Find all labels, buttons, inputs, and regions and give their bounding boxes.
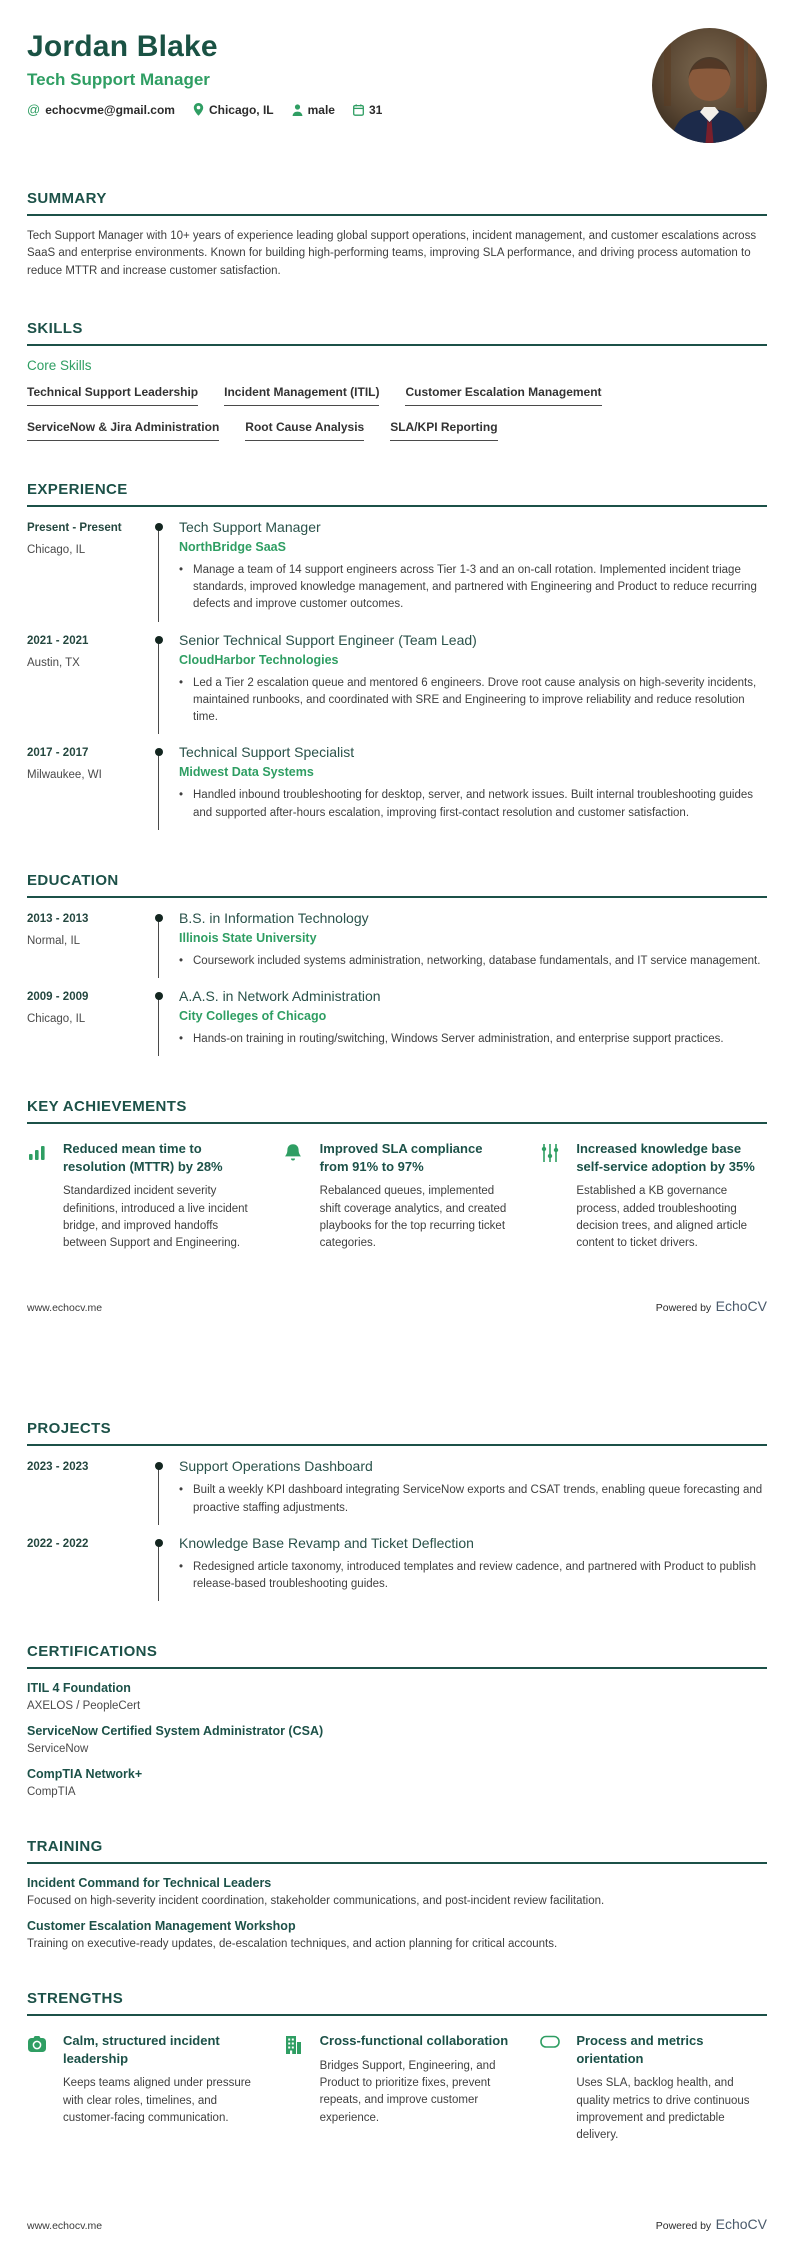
- skills-title: SKILLS: [27, 320, 767, 346]
- bullet-marker: •: [179, 789, 184, 802]
- certification-item: [27, 1681, 767, 1712]
- certification-item: [27, 1724, 767, 1755]
- timeline-rail: [149, 744, 179, 832]
- experience-location: Austin, TX: [27, 656, 80, 669]
- section-skills: [27, 320, 767, 441]
- education-degree: A.A.S. in Network Administration: [179, 988, 381, 1004]
- sliders-icon: [540, 1140, 564, 1252]
- timeline-dot: [155, 636, 163, 644]
- bullet-marker: •: [179, 954, 184, 967]
- candidate-title: Tech Support Manager: [27, 70, 210, 89]
- footer-site-link[interactable]: www.echocv.me: [27, 1302, 103, 1315]
- experience-bullet: Manage a team of 14 support engineers across Tier 1-3 and an on-call rotation. Implemented incident triage standards, improved knowledge management, and partnered with Engineering and Product to reduce recurring defects and improve customer outcomes.: [193, 563, 757, 611]
- strength-heading: Process and metrics orientation: [576, 2033, 704, 2066]
- strength-heading: Calm, structured incident leadership: [63, 2033, 220, 2066]
- project-period: 2023 - 2023: [27, 1461, 89, 1474]
- skills-list: [27, 385, 767, 441]
- achievement-heading: Reduced mean time to resolution (MTTR) by 28%: [63, 1141, 223, 1174]
- project-bullet: Built a weekly KPI dashboard integrating ServiceNow exports and CSAT trends, enabling queue forecasting and proactive staffing adjustments.: [193, 1484, 763, 1514]
- strengths-title: STRENGTHS: [27, 1990, 767, 2016]
- certification-item: [27, 1767, 767, 1798]
- page2-footer: [0, 2216, 794, 2234]
- header: [27, 0, 767, 150]
- experience-bullet: Handled inbound troubleshooting for desktop, server, and network issues. Built internal troubleshooting guides and supported after-hours escalation, improving first-contact resolution and customer satisfaction.: [193, 789, 754, 819]
- education-bullet: Hands-on training in routing/switching, Windows Server administration, and enterprise support practices.: [193, 1033, 724, 1045]
- timeline-rail: [149, 988, 179, 1058]
- contact-gender: [292, 103, 335, 117]
- experience-role: Tech Support Manager: [179, 518, 321, 535]
- timeline-dot: [155, 914, 163, 922]
- project-name: Support Operations Dashboard: [179, 1458, 373, 1475]
- education-period: 2013 - 2013: [27, 912, 89, 925]
- section-summary: [27, 190, 767, 280]
- experience-entry: [27, 519, 767, 624]
- echocv-brand: EchoCV: [715, 1298, 767, 1315]
- camera-icon: [27, 2032, 51, 2144]
- candidate-name: Jordan Blake: [27, 30, 218, 63]
- achievements-title: KEY ACHIEVEMENTS: [27, 1098, 767, 1124]
- experience-period: 2017 - 2017: [27, 747, 89, 760]
- strength-card: [27, 2032, 254, 2144]
- skill-item: Technical Support Leadership: [27, 385, 198, 406]
- timeline-dot: [155, 1462, 163, 1470]
- projects-title: PROJECTS: [27, 1420, 767, 1446]
- page1-footer: [0, 1298, 794, 1316]
- timeline-dot: [155, 992, 163, 1000]
- certification-issuer: CompTIA: [27, 1786, 76, 1799]
- contact-location-label: Chicago, IL: [208, 102, 274, 117]
- experience-entry: [27, 632, 767, 737]
- timeline-dot: [155, 748, 163, 756]
- project-entry: [27, 1458, 767, 1527]
- powered-by: Powered by EchoCV: [655, 1298, 767, 1315]
- experience-period: 2021 - 2021: [27, 634, 89, 647]
- certification-name: ServiceNow Certified System Administrator (CSA): [27, 1724, 324, 1739]
- experience-company: CloudHarbor Technologies: [179, 652, 339, 667]
- training-desc: Training on executive-ready updates, de-escalation techniques, and action planning for critical accounts.: [27, 1938, 558, 1951]
- timeline-rail: [149, 632, 179, 737]
- training-name: Incident Command for Technical Leaders: [27, 1876, 272, 1891]
- contact-age-label: 31: [368, 102, 383, 117]
- skill-item: Incident Management (ITIL): [224, 385, 379, 406]
- education-location: Normal, IL: [27, 934, 81, 947]
- experience-bullet: Led a Tier 2 escalation queue and mentored 6 engineers. Drove root cause analysis on high-severity incidents, maintained runbooks, and coordinated with SRE and Engineering to improve reliability and reduce resolution time.: [193, 676, 757, 723]
- section-experience: [27, 481, 767, 832]
- footer-site-link[interactable]: www.echocv.me: [27, 2220, 103, 2232]
- contact-location: [193, 103, 274, 117]
- experience-entry: [27, 744, 767, 832]
- contact-age: [353, 103, 382, 117]
- achievement-text: Standardized incident severity definitions, introduced a live incident bridge, and improved handoffs between Support and Engineering.: [63, 1185, 248, 1250]
- person-icon: [292, 104, 303, 116]
- strength-card: [540, 2032, 767, 2144]
- education-school: City Colleges of Chicago: [179, 1009, 327, 1023]
- education-bullet: Coursework included systems administration, networking, database fundamentals, and IT service management.: [193, 954, 761, 967]
- achievement-card: [540, 1140, 767, 1252]
- section-projects: [27, 1420, 767, 1603]
- location-icon: [193, 103, 204, 116]
- bullet-marker: •: [179, 676, 184, 689]
- training-item: [27, 1876, 767, 1907]
- education-entry: [27, 988, 767, 1058]
- experience-title: EXPERIENCE: [27, 481, 767, 507]
- skill-item: SLA/KPI Reporting: [390, 420, 497, 441]
- experience-role: Technical Support Specialist: [179, 744, 355, 761]
- certification-issuer: AXELOS / PeopleCert: [27, 1700, 141, 1713]
- achievement-heading: Improved SLA compliance from 91% to 97%: [319, 1141, 483, 1174]
- strength-text: Uses SLA, backlog health, and quality metrics to drive continuous improvement and predictable delivery.: [576, 2077, 750, 2142]
- experience-location: Milwaukee, WI: [27, 769, 102, 782]
- bar-chart-icon: [27, 1140, 51, 1252]
- bullet-marker: •: [179, 1484, 184, 1497]
- skills-group-label: Core Skills: [27, 357, 92, 373]
- summary-title: SUMMARY: [27, 190, 767, 216]
- project-entry: [27, 1535, 767, 1604]
- strength-heading: Cross-functional collaboration: [319, 2033, 509, 2049]
- section-achievements: [27, 1098, 767, 1252]
- page-break: [0, 1316, 794, 1420]
- training-desc: Focused on high-severity incident coordination, stakeholder communications, and post-incident review facilitation.: [27, 1895, 605, 1908]
- certification-issuer: ServiceNow: [27, 1743, 89, 1756]
- training-title: TRAINING: [27, 1838, 767, 1864]
- project-bullet: Redesigned article taxonomy, introduced templates and review cadence, and partnered with Product to publish release-based troubleshooting guides.: [193, 1560, 756, 1591]
- section-strengths: [27, 1990, 767, 2144]
- timeline-rail: [149, 910, 179, 980]
- skill-item: Customer Escalation Management: [405, 385, 601, 406]
- achievement-heading: Increased knowledge base self-service adoption by 35%: [576, 1141, 755, 1174]
- timeline-rail: [149, 1535, 179, 1604]
- timeline-dot: [155, 1539, 163, 1547]
- section-certifications: [27, 1643, 767, 1798]
- contact-email-label: echocvme@gmail.com: [45, 102, 175, 117]
- certification-name: ITIL 4 Foundation: [27, 1681, 131, 1696]
- experience-location: Chicago, IL: [27, 543, 86, 556]
- email-icon: @: [27, 102, 41, 117]
- experience-role: Senior Technical Support Engineer (Team Lead): [179, 631, 477, 648]
- achievement-text: Rebalanced queues, implemented shift coverage analytics, and created playbooks for the top recurring ticket categories.: [319, 1185, 507, 1250]
- building-icon: [284, 2032, 308, 2144]
- achievement-card: [284, 1140, 511, 1252]
- experience-company: Midwest Data Systems: [179, 765, 314, 780]
- contact-gender-label: male: [307, 102, 335, 117]
- bullet-marker: •: [179, 563, 184, 576]
- achievement-text: Established a KB governance process, added troubleshooting decision trees, and aligned article content to ticket drivers.: [576, 1185, 748, 1250]
- bell-icon: [284, 1140, 308, 1252]
- timeline-dot: [155, 523, 163, 531]
- bullet-marker: •: [179, 1560, 184, 1573]
- strength-card: [284, 2032, 511, 2144]
- experience-period: Present - Present: [27, 521, 122, 534]
- certifications-title: CERTIFICATIONS: [27, 1643, 767, 1669]
- education-period: 2009 - 2009: [27, 991, 89, 1003]
- echocv-brand: EchoCV: [715, 2216, 767, 2232]
- bullet-marker: •: [179, 1033, 184, 1045]
- experience-company: NorthBridge SaaS: [179, 539, 286, 554]
- strength-text: Keeps teams aligned under pressure with clear roles, timelines, and customer-facing communication.: [63, 2077, 251, 2124]
- education-school: Illinois State University: [179, 930, 317, 945]
- skill-item: Root Cause Analysis: [245, 420, 364, 441]
- education-title: EDUCATION: [27, 872, 767, 898]
- education-degree: B.S. in Information Technology: [179, 909, 369, 926]
- project-name: Knowledge Base Revamp and Ticket Deflection: [179, 1534, 474, 1551]
- certification-name: CompTIA Network+: [27, 1767, 143, 1782]
- training-name: Customer Escalation Management Workshop: [27, 1919, 296, 1934]
- achievement-card: [27, 1140, 254, 1252]
- section-training: [27, 1838, 767, 1950]
- timeline-rail: [149, 1458, 179, 1527]
- education-entry: [27, 910, 767, 980]
- timeline-rail: [149, 519, 179, 624]
- contact-email[interactable]: [27, 102, 175, 117]
- button-icon: [540, 2032, 564, 2144]
- powered-by: Powered by EchoCV: [655, 2216, 767, 2232]
- calendar-icon: [353, 104, 364, 116]
- strength-text: Bridges Support, Engineering, and Product to prioritize fixes, prevent repeats, and improve customer experience.: [319, 2059, 496, 2124]
- avatar: [652, 28, 767, 143]
- training-item: [27, 1919, 767, 1950]
- skill-item: ServiceNow & Jira Administration: [27, 420, 219, 441]
- education-location: Chicago, IL: [27, 1013, 86, 1025]
- summary-text: Tech Support Manager with 10+ years of experience leading global support operations, incident management, and customer escalations across SaaS and enterprise environments. Known for building high-performing teams, improving SLA performance, and driving process automation to reduce MTTR and increase customer satisfaction.: [27, 230, 757, 277]
- project-period: 2022 - 2022: [27, 1537, 89, 1550]
- section-education: [27, 872, 767, 1059]
